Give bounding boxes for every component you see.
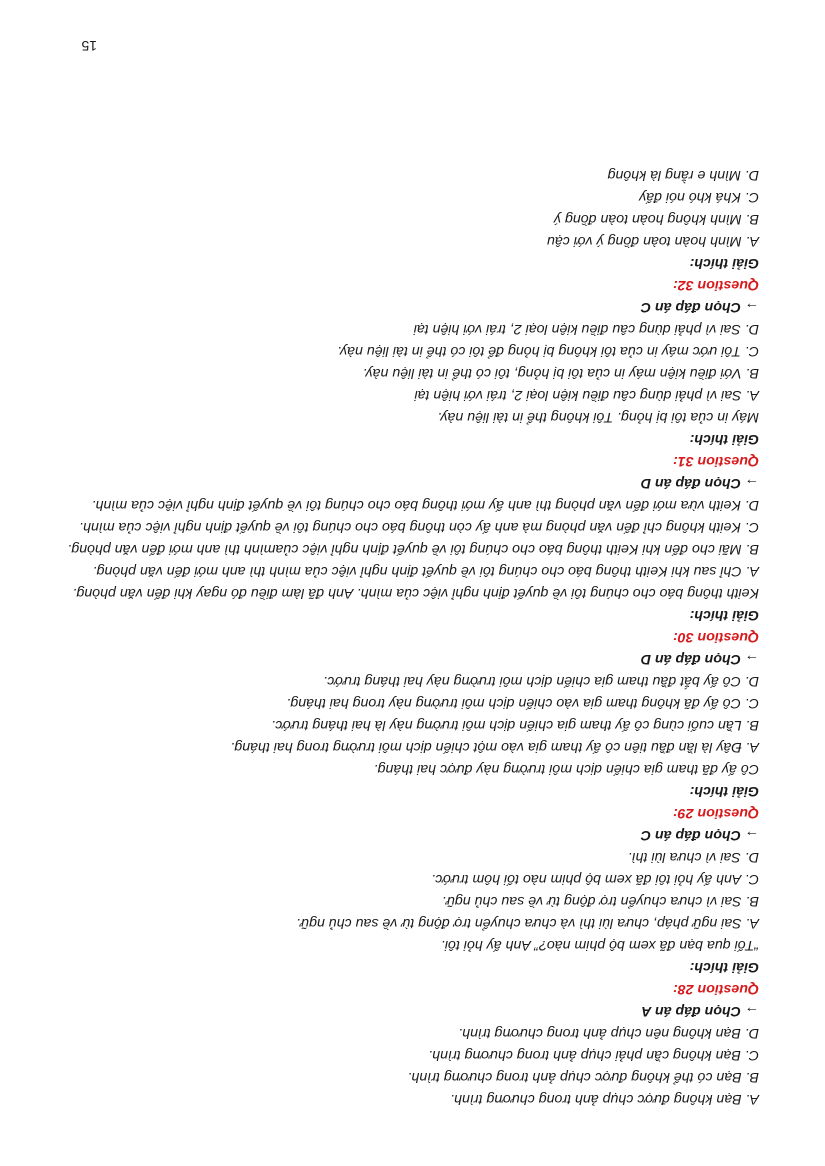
option-line: D. Mình e rằng là không <box>607 167 759 183</box>
question-heading: Question 32: <box>673 277 759 293</box>
question-heading: Question 31: <box>673 453 759 469</box>
option-line: B. Lần cuối cùng cô ấy tham gia chiến dịch môi trường này là hai tháng trước. <box>271 717 759 733</box>
option-line: C. Tôi ước máy in của tôi không bị hỏng để tôi có thể in tài liệu này. <box>337 343 759 359</box>
question-heading: Question 28: <box>673 981 759 997</box>
option-line: B. Mình không hoàn toàn đồng ý <box>553 211 759 227</box>
option-line: D. Keith vừa mới đến văn phòng thì anh ấy mới thông báo cho chúng tôi về quyết định nghỉ việc của mình. <box>91 497 759 513</box>
option-line: A. Sai vì phải dùng câu điều kiện loại 2, trái với hiện tại <box>414 387 759 403</box>
option-line: A. Chỉ sau khi Keith thông báo cho chúng tôi về quyết định nghỉ việc của mình thì anh mới đến văn phòng. <box>92 563 759 579</box>
option-line: C. Anh ấy hỏi tôi đã xem bộ phim nào tối hôm trước. <box>431 871 759 887</box>
option-line: D. Sai vì phải dùng câu điều kiện loại 2, trái với hiện tại <box>413 321 759 337</box>
option-line: A. Mình hoàn toàn đồng ý với cậu <box>546 233 759 249</box>
question-stem: “Tối qua bạn đã xem bộ phim nào?” Anh ấy hỏi tôi. <box>440 937 759 953</box>
explanation-label: Giải thích: <box>689 607 759 623</box>
option-line: C. Cô ấy đã không tham gia vào chiến dịch môi trường này trong hai tháng. <box>286 695 759 711</box>
option-line: D. Sai vì chưa lùi thì. <box>627 849 759 865</box>
question-stem: Máy in của tôi bị hỏng. Tôi không thể in tài liệu này. <box>437 409 759 425</box>
option-line: A. Đây là lần đầu tiên cô ấy tham gia vào một chiến dịch môi trường trong hai tháng. <box>230 739 759 755</box>
page-content <box>39 164 759 1110</box>
explanation-label: Giải thích: <box>689 255 759 271</box>
option-line: B. Sai vì chưa chuyển trợ động từ về sau chủ ngữ. <box>441 893 759 909</box>
option-line: B. Mãi cho đến khi Keith thông báo cho chúng tôi về quyết định nghỉ việc củamình thì anh mới đến văn phòng. <box>67 541 759 557</box>
option-line: C. Khá khó nói đấy <box>639 189 759 205</box>
explanation-label: Giải thích: <box>689 783 759 799</box>
option-line: B. Với điều kiện máy in của tôi bị hỏng, tôi có thể in tài liệu này. <box>362 365 759 381</box>
question-heading: Question 30: <box>673 629 759 645</box>
option-line: D. Bạn không nên chụp ảnh trong chương trình. <box>458 1025 759 1041</box>
explanation-label: Giải thích: <box>689 959 759 975</box>
answer-line: → Chọn đáp án D <box>640 475 759 491</box>
question-stem: Keith thông báo cho chúng tôi về quyết định nghỉ việc của mình. Anh đã làm điều đó ngay khi đến văn phòng. <box>72 585 759 601</box>
option-line: A. Sai ngữ pháp, chưa lùi thì và chưa chuyển trợ động từ về sau chủ ngữ. <box>296 915 759 931</box>
option-line: D. Cô ấy bắt đầu tham gia chiến dịch môi trường này hai tháng trước. <box>323 673 759 689</box>
answer-line: → Chọn đáp án D <box>640 651 759 667</box>
option-line: B. Bạn có thể không được chụp ảnh trong chương trình. <box>407 1069 759 1085</box>
option-line: C. Bạn không cần phải chụp ảnh trong chương trình. <box>428 1047 759 1063</box>
answer-line: → Chọn đáp án A <box>641 1003 759 1019</box>
question-heading: Question 29: <box>673 805 759 821</box>
page-number: 15 <box>81 38 97 54</box>
question-stem: Cô ấy đã tham gia chiến dịch môi trường này được hai tháng. <box>373 761 759 777</box>
answer-line: → Chọn đáp án C <box>640 827 759 843</box>
explanation-label: Giải thích: <box>689 431 759 447</box>
option-line: C. Keith không chỉ đến văn phòng mà anh ấy còn thông báo cho chúng tôi về quyết định nghỉ việc của mình. <box>79 519 759 535</box>
answer-line: → Chọn đáp án C <box>640 299 759 315</box>
option-line: A. Bạn không được chụp ảnh trong chương trình. <box>450 1091 759 1107</box>
